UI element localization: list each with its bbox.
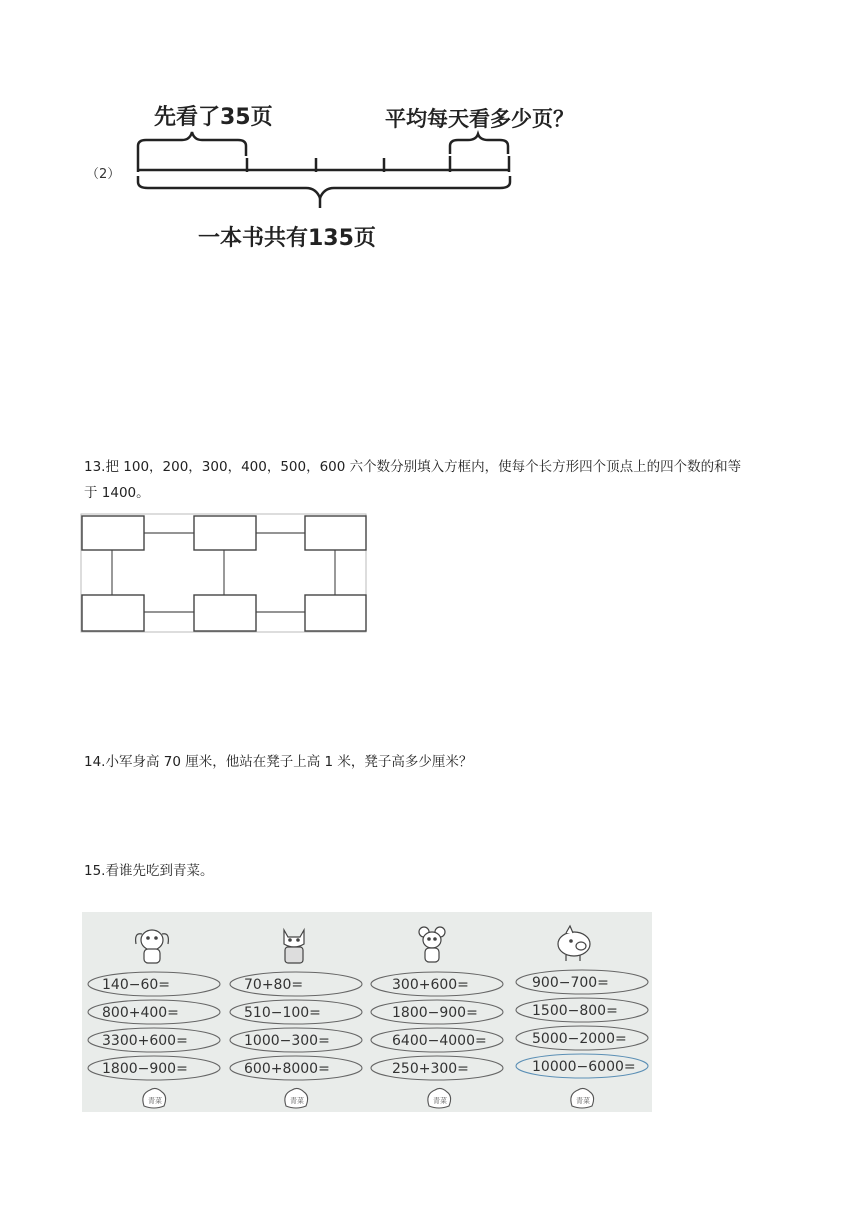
q14-text: 14.小军身高 70 厘米，他站在凳子上高 1 米，凳子高多少厘米？ — [84, 754, 473, 770]
answer-box[interactable] — [305, 595, 366, 631]
answer-box[interactable] — [305, 516, 366, 550]
pig-icon — [558, 926, 590, 961]
equation-text: 250+300= — [392, 1061, 469, 1077]
equation-text: 1000−300= — [244, 1033, 330, 1049]
q15-title: 15.看谁先吃到青菜。 — [84, 863, 214, 879]
rectangle-box-diagram — [80, 513, 368, 635]
cat-icon — [284, 930, 304, 963]
diagram-bottom-label: 一本书共有135页 — [198, 226, 376, 251]
race-panel-art — [82, 912, 652, 1112]
answer-box[interactable] — [82, 595, 144, 631]
equation-text: 1800−900= — [102, 1061, 188, 1077]
vegetable-icon — [571, 1088, 594, 1108]
race-panel — [82, 912, 652, 1112]
diagram-top-right-label: 平均每天看多少页？ — [385, 107, 574, 131]
equation-text: 300+600= — [392, 977, 469, 993]
dog-icon — [136, 930, 169, 963]
vegetable-icon — [285, 1088, 308, 1108]
vegetable-label: 青菜 — [148, 1097, 162, 1105]
equation-text: 5000−2000= — [532, 1031, 627, 1047]
equation-text: 140−60= — [102, 977, 170, 993]
equation-text: 6400−4000= — [392, 1033, 487, 1049]
mouse-icon — [419, 927, 445, 962]
segment-diagram — [120, 90, 640, 260]
equation-text: 1500−800= — [532, 1003, 618, 1019]
vegetable-icon — [143, 1088, 166, 1108]
equation-text: 1800−900= — [392, 1005, 478, 1021]
answer-box[interactable] — [194, 516, 256, 550]
sub-question-label: （2） — [86, 167, 121, 182]
top-right-brace — [450, 134, 508, 154]
equation-text: 900−700= — [532, 975, 609, 991]
equation-text: 510−100= — [244, 1005, 321, 1021]
vegetable-icon — [428, 1088, 451, 1108]
bottom-brace — [138, 176, 510, 198]
equation-text: 70+80= — [244, 977, 304, 993]
top-left-brace — [138, 132, 246, 156]
diagram-top-left-label: 先看了35页 — [154, 105, 273, 130]
equation-text: 800+400= — [102, 1005, 179, 1021]
answer-box[interactable] — [82, 516, 144, 550]
vegetable-label: 青菜 — [290, 1097, 304, 1105]
equation-text: 3300+600= — [102, 1033, 188, 1049]
q13-text-line1: 13.把 100，200，300，400，500，600 六个数分别填入方框内，使每个长方形四个顶点上的四个数的和等 — [84, 459, 742, 475]
equation-text: 600+8000= — [244, 1061, 330, 1077]
vegetable-label: 青菜 — [433, 1097, 447, 1105]
answer-box[interactable] — [194, 595, 256, 631]
q13-text-line2: 于 1400。 — [84, 485, 150, 501]
equation-text: 10000−6000= — [532, 1059, 636, 1075]
vegetable-label: 青菜 — [576, 1097, 590, 1105]
